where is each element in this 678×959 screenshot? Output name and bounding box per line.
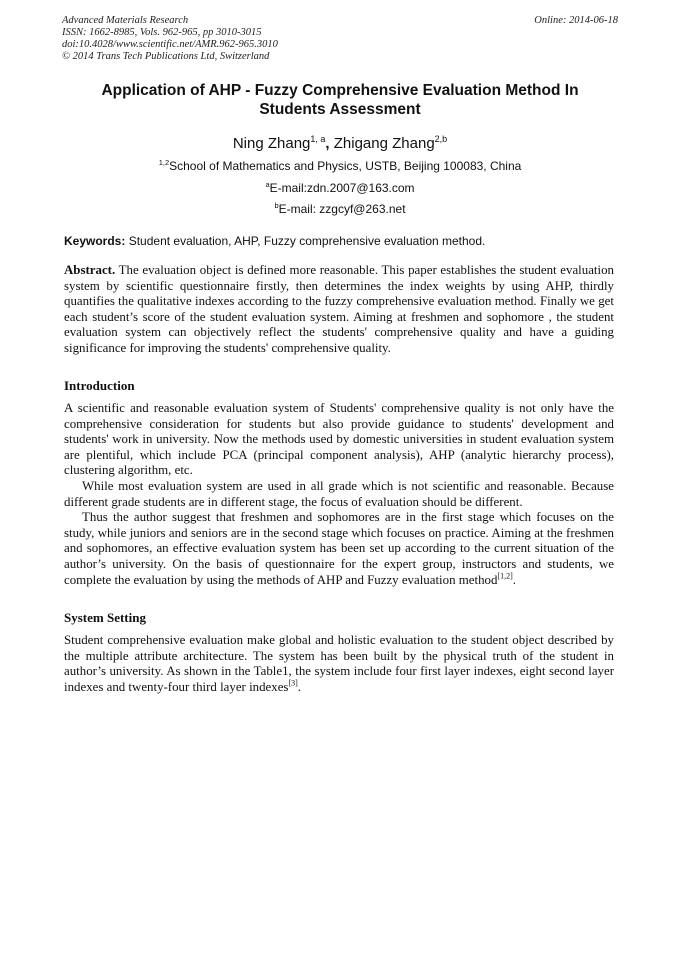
abstract-text: The evaluation object is defined more reasonable. This paper establishes the student evaluation system by scientific questionnaire firstly, then determines the index weights by using AHP, thirdly quantifies the qualitative indexes according to the fuzzy comprehensive evaluation method. Finally we get each student’s score of the student evaluation system. Aiming at freshmen and sophomore , the student evaluation system can objectively reflect the students' comprehensive quality and have a guiding significance for improving the students' comprehensive quality.	[64, 263, 614, 355]
email-b	[62, 199, 618, 216]
author-2: Zhigang Zhang	[333, 135, 435, 152]
system-setting-heading: System Setting	[64, 610, 146, 625]
system-setting-section	[64, 633, 614, 695]
author-separator: ,	[325, 135, 330, 152]
intro-paragraph-1: A scientific and reasonable evaluation system of Students' comprehensive quality is not only have the comprehensive consideration for students but also provide guidance to students' development and students' work in university. Now the methods used by domestic universities in student evaluation system are plentiful, which include PCA (principal component analysis), AHP (analytic hierarchy process), clustering algorithm, etc.	[64, 401, 614, 478]
introduction-heading: Introduction	[64, 378, 135, 393]
affiliation	[62, 156, 618, 173]
email-a-sup: a	[265, 180, 270, 189]
introduction-section	[64, 401, 614, 588]
system-paragraph-1-text: Student comprehensive evaluation make global and holistic evaluation to the student object described by the multiple attribute architecture. The system has been built by the physical truth of the student in author’s university. As shown in the Table1, the system include four first layer indexes, eight second layer indexes and twenty-four third layer indexes	[64, 633, 614, 694]
email-a-text: E-mail:zdn.2007@163.com	[269, 181, 415, 195]
journal-name: Advanced Materials Research	[62, 15, 189, 26]
journal-header	[62, 15, 618, 63]
system-paragraph-1-end: .	[297, 679, 302, 694]
author-2-affil: 2,b	[434, 134, 448, 144]
affiliation-sup: 1,2	[158, 158, 170, 167]
email-b-sup: b	[274, 201, 279, 210]
abstract	[64, 263, 614, 357]
online-date: Online: 2014-06-18	[534, 15, 618, 26]
copyright-line: © 2014 Trans Tech Publications Ltd, Switzerland	[62, 51, 270, 62]
abstract-label: Abstract.	[64, 263, 116, 277]
citation-ref-3: [3]	[288, 678, 298, 688]
affiliation-text: School of Mathematics and Physics, USTB, Beijing 100083, China	[169, 159, 522, 173]
email-b-text: E-mail: zzgcyf@263.net	[278, 202, 406, 216]
email-a	[62, 178, 618, 195]
intro-paragraph-3-text: Thus the author suggest that freshmen and sophomores are in the first stage which focuses on the study, while juniors and seniors are in the second stage which focuses on practice. Aiming at the freshmen and sophomores, an effective evaluation system has been set up according to the current situation of the author’s university. On the basis of questionnaire for the expert group, instructors and students, we complete the evaluation by using the methods of AHP and Fuzzy evaluation method	[64, 510, 614, 587]
system-paragraph-1	[64, 633, 614, 695]
author-list	[62, 130, 618, 153]
issn-line: ISSN: 1662-8985, Vols. 962-965, pp 3010-3015	[62, 27, 262, 38]
intro-paragraph-3-end: .	[512, 572, 516, 587]
keywords-text: Student evaluation, AHP, Fuzzy comprehensive evaluation method.	[128, 234, 486, 248]
citation-ref-1-2: [1,2]	[497, 571, 513, 581]
title-line-1: Application of AHP - Fuzzy Comprehensive Evaluation Method In	[101, 82, 579, 99]
title-line-2: Students Assessment	[259, 100, 421, 118]
paper-title	[62, 82, 618, 119]
intro-paragraph-3	[64, 510, 614, 588]
doi-line: doi:10.4028/www.scientific.net/AMR.962-965.3010	[62, 39, 278, 50]
author-1-affil: 1, a	[310, 134, 326, 144]
keywords-label: Keywords:	[64, 234, 126, 248]
keywords	[64, 234, 614, 248]
intro-paragraph-2: While most evaluation system are used in all grade which is not scientific and reasonable. Because different grade students are in different stage, the focus of evaluation should be different.	[64, 478, 614, 509]
author-1: Ning Zhang	[232, 135, 311, 152]
